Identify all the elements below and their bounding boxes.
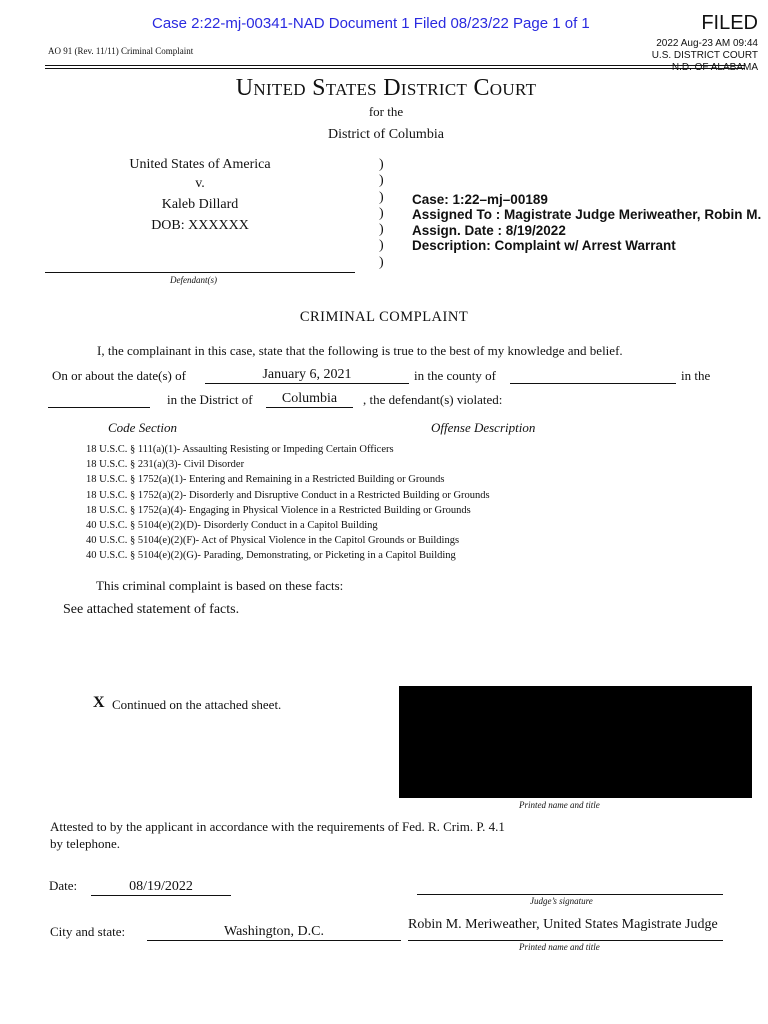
date-label: Date:	[49, 878, 78, 893]
judge-signature-label: Judge’s signature	[530, 896, 593, 906]
header-divider-1	[45, 65, 745, 66]
county-label: in the county of	[414, 368, 496, 383]
form-id: AO 91 (Rev. 11/11) Criminal Complaint	[48, 46, 194, 56]
defendant-rule	[45, 272, 355, 273]
printed-name-title-label-1: Printed name and title	[519, 800, 600, 810]
complaint-intro: I, the complainant in this case, state that the following is true to the best of my knowledge and belief.	[97, 343, 623, 358]
continued-checkbox-mark: X	[93, 694, 105, 711]
offense-item: 40 U.S.C. § 5104(e)(2)(D)- Disorderly Conduct in a Capitol Building	[86, 520, 378, 532]
versus-label: v.	[195, 176, 205, 191]
filed-label: FILED	[701, 12, 758, 34]
case-description: Description: Complaint w/ Arrest Warrant	[412, 238, 676, 254]
county-field	[510, 367, 676, 384]
continued-label: Continued on the attached sheet.	[112, 697, 282, 712]
header-divider-2	[45, 68, 745, 69]
judge-signature-line	[417, 894, 723, 895]
offense-item: 18 U.S.C. § 231(a)(3)- Civil Disorder	[86, 459, 245, 471]
in-the-label: in the	[681, 368, 711, 383]
defendant-dob: DOB: XXXXXX	[151, 218, 249, 233]
violated-label: , the defendant(s) violated:	[363, 392, 503, 407]
date-field: 08/19/2022	[91, 879, 231, 896]
document-header-banner: Case 2:22-mj-00341-NAD Document 1 Filed 08/23/22 Page 1 of 1	[152, 15, 590, 32]
judge-printed-name: Robin M. Meriweather, United States Magistrate Judge	[408, 917, 718, 932]
stamp-datetime: 2022 Aug-23 AM 09:44	[656, 38, 758, 49]
offense-item: 18 U.S.C. § 1752(a)(1)- Entering and Remaining in a Restricted Building or Grounds	[86, 474, 445, 486]
offense-list	[86, 442, 490, 564]
assign-date: Assign. Date : 8/19/2022	[412, 222, 566, 238]
city-state-label: City and state:	[50, 924, 126, 939]
defendant-name: Kaleb Dillard	[161, 197, 239, 212]
see-attached-facts: See attached statement of facts.	[63, 602, 240, 617]
judge-name-line	[408, 940, 723, 941]
offense-item: 18 U.S.C. § 1752(a)(2)- Disorderly and Disruptive Conduct in a Restricted Building or Grounds	[86, 489, 490, 501]
printed-name-title-label-2: Printed name and title	[519, 942, 600, 952]
code-section-header: Code Section	[108, 420, 177, 435]
redacted-complainant-block	[399, 686, 752, 798]
district-name: District of Columbia	[328, 127, 444, 142]
attestation-line-2: by telephone.	[50, 836, 121, 851]
complaint-title: CRIMINAL COMPLAINT	[299, 309, 469, 325]
for-the-label: for the	[368, 104, 404, 119]
based-on-facts-label: This criminal complaint is based on these facts:	[96, 578, 344, 593]
case-info-block	[412, 192, 761, 254]
in-district-label: in the District of	[167, 392, 253, 407]
attestation-line-1: Attested to by the applicant in accordance with the requirements of Fed. R. Crim. P. 4.1	[50, 819, 505, 834]
district-field: Columbia	[266, 391, 353, 408]
city-state-field: Washington, D.C.	[147, 924, 401, 941]
offense-description-header: Offense Description	[431, 420, 536, 435]
stamp-district: N.D. OF ALABAMA	[671, 62, 758, 73]
offense-date-field: January 6, 2021	[205, 367, 409, 384]
offense-item: 40 U.S.C. § 5104(e)(2)(F)- Act of Physical Violence in the Capitol Grounds or Buildings	[86, 535, 460, 547]
assigned-judge: Assigned To : Magistrate Judge Meriweather, Robin M.	[412, 207, 762, 223]
on-or-about-label: On or about the date(s) of	[52, 368, 186, 383]
plaintiff-name: United States of America	[129, 157, 271, 172]
offense-item: 40 U.S.C. § 5104(e)(2)(G)- Parading, Demonstrating, or Picketing in a Capitol Building	[86, 550, 456, 562]
caption-parentheses: ) ) ) ) ) ) )	[379, 157, 384, 270]
offense-item: 18 U.S.C. § 1752(a)(4)- Engaging in Physical Violence in a Restricted Building or Grounds	[86, 504, 471, 516]
stamp-court: U.S. DISTRICT COURT	[651, 50, 758, 61]
offense-item: 18 U.S.C. § 111(a)(1)- Assaulting Resisting or Impeding Certain Officers	[86, 444, 394, 455]
defendant-label: Defendant(s)	[170, 275, 217, 285]
court-name: United States District Court	[235, 75, 537, 101]
case-number: Case: 1:22–mj–00189	[412, 192, 548, 207]
district-prefix-field	[48, 391, 150, 408]
